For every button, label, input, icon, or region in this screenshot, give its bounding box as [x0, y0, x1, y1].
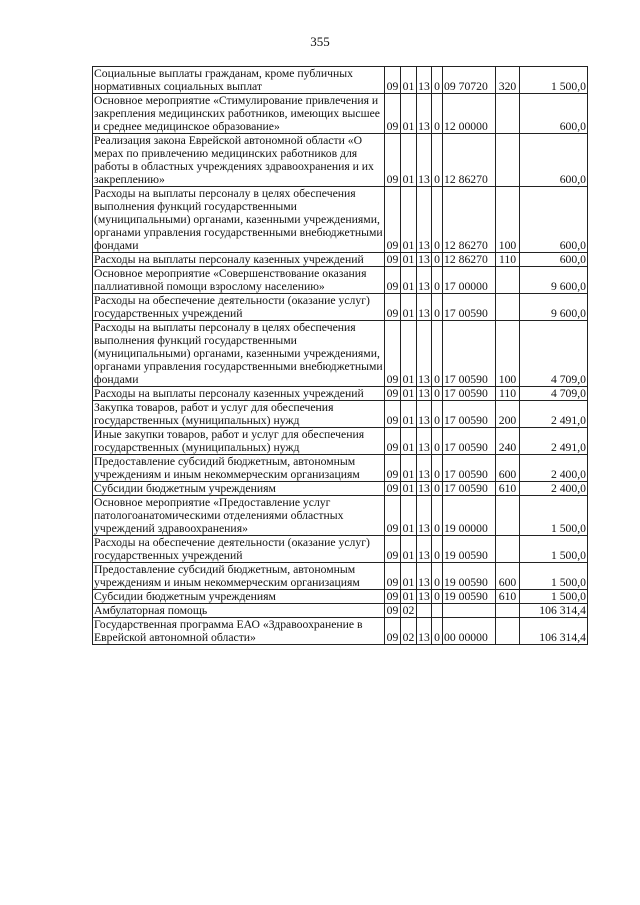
table-row [93, 455, 588, 482]
section-code: 09 [385, 496, 401, 536]
section-code: 09 [385, 94, 401, 134]
subprogram-code: 0 [432, 455, 443, 482]
section-code: 09 [385, 428, 401, 455]
subprogram-code [432, 604, 443, 618]
table-row [93, 134, 588, 187]
table-row [93, 482, 588, 496]
row-description: Основное мероприятие «Предоставление услуг патологоанатомическими отделениями областных учреждений здравоохранения» [93, 496, 385, 536]
row-description: Основное мероприятие «Стимулирование привлечения и закрепления медицинских работников, имеющих высшее и среднее медицинское образование» [93, 94, 385, 134]
amount-value: 1 500,0 [520, 496, 588, 536]
subsection-code: 01 [401, 563, 417, 590]
table-row [93, 294, 588, 321]
expense-type-code [496, 294, 520, 321]
subprogram-code: 0 [432, 134, 443, 187]
target-item-code: 17 00590 [443, 455, 496, 482]
subprogram-code: 0 [432, 590, 443, 604]
program-code: 13 [417, 455, 432, 482]
expense-type-code: 200 [496, 401, 520, 428]
target-item-code: 17 00590 [443, 428, 496, 455]
expense-type-code: 600 [496, 455, 520, 482]
amount-value: 4 709,0 [520, 387, 588, 401]
target-item-code: 17 00590 [443, 387, 496, 401]
program-code: 13 [417, 496, 432, 536]
program-code: 13 [417, 94, 432, 134]
row-description: Иные закупки товаров, работ и услуг для обеспечения государственных (муниципальных) нужд [93, 428, 385, 455]
program-code: 13 [417, 187, 432, 253]
subprogram-code: 0 [432, 428, 443, 455]
section-code: 09 [385, 67, 401, 94]
subprogram-code: 0 [432, 321, 443, 387]
amount-value: 2 400,0 [520, 455, 588, 482]
target-item-code: 12 86270 [443, 187, 496, 253]
program-code: 13 [417, 267, 432, 294]
section-code: 09 [385, 536, 401, 563]
target-item-code: 17 00000 [443, 267, 496, 294]
row-description: Предоставление субсидий бюджетным, автономным учреждениям и иным некоммерческим организациям [93, 563, 385, 590]
program-code: 13 [417, 134, 432, 187]
page-number: 355 [310, 34, 330, 49]
amount-value: 2 491,0 [520, 401, 588, 428]
target-item-code: 09 70720 [443, 67, 496, 94]
section-code: 09 [385, 294, 401, 321]
amount-value: 1 500,0 [520, 563, 588, 590]
subsection-code: 01 [401, 134, 417, 187]
table-row [93, 536, 588, 563]
row-description: Предоставление субсидий бюджетным, автономным учреждениям и иным некоммерческим организациям [93, 455, 385, 482]
table-row [93, 618, 588, 645]
expense-type-code [496, 618, 520, 645]
row-description: Расходы на выплаты персоналу казенных учреждений [93, 387, 385, 401]
subsection-code: 02 [401, 618, 417, 645]
target-item-code: 17 00590 [443, 482, 496, 496]
program-code: 13 [418, 253, 430, 266]
row-description: Основное мероприятие «Совершенствование оказания паллиативной помощи взрослому населению» [93, 267, 385, 294]
table-row [93, 321, 588, 387]
amount-value: 2 491,0 [520, 428, 588, 455]
subprogram-code: 0 [432, 253, 443, 267]
target-item-code: 17 00590 [443, 321, 496, 387]
table-row [93, 253, 588, 267]
target-item-code: 12 00000 [443, 94, 496, 134]
table-row [93, 401, 588, 428]
amount-value: 600,0 [520, 94, 588, 134]
subprogram-code: 0 [432, 187, 443, 253]
table-row [93, 387, 588, 401]
subsection-code: 01 [401, 267, 417, 294]
row-description: Амбулаторная помощь [93, 604, 385, 618]
table-row [93, 428, 588, 455]
subsection-code: 01 [401, 428, 417, 455]
expense-type-code: 110 [496, 253, 520, 267]
amount-value: 106 314,4 [520, 604, 588, 618]
subsection-code: 01 [401, 590, 417, 604]
amount-value: 106 314,4 [520, 618, 588, 645]
section-code: 09 [385, 187, 401, 253]
section-code: 09 [385, 618, 401, 645]
amount-value: 1 500,0 [520, 67, 588, 94]
table-row [93, 67, 588, 94]
subprogram-code: 0 [432, 496, 443, 536]
subsection-code: 02 [401, 604, 417, 618]
amount-value: 9 600,0 [520, 267, 588, 294]
subprogram-code: 0 [432, 482, 443, 496]
expense-type-code: 110 [496, 387, 520, 401]
program-code: 13 [417, 563, 432, 590]
subsection-code: 01 [401, 455, 417, 482]
target-item-code [443, 604, 496, 618]
amount-value: 1 500,0 [520, 536, 588, 563]
row-description: Государственная программа ЕАО «Здравоохранение в Еврейской автономной области» [93, 618, 385, 645]
program-code: 13 [417, 428, 432, 455]
row-description: Субсидии бюджетным учреждениям [93, 482, 385, 496]
expense-type-code [496, 536, 520, 563]
section-code: 09 [385, 604, 401, 618]
target-item-code: 19 00000 [443, 496, 496, 536]
subsection-code: 01 [401, 253, 417, 267]
amount-value: 9 600,0 [520, 294, 588, 321]
section-code: 09 [385, 253, 401, 267]
program-code: 13 [418, 590, 430, 603]
program-code: 13 [417, 67, 432, 94]
expense-type-code [496, 604, 520, 618]
expense-type-code: 610 [496, 482, 520, 496]
row-description: Расходы на обеспечение деятельности (оказание услуг) государственных учреждений [93, 294, 385, 321]
expense-type-code: 610 [496, 590, 520, 604]
subprogram-code: 0 [432, 94, 443, 134]
table-row [93, 267, 588, 294]
subprogram-code: 0 [432, 536, 443, 563]
table-row [93, 604, 588, 618]
program-code: 13 [417, 401, 432, 428]
row-description: Расходы на выплаты персоналу казенных учреждений [93, 253, 385, 267]
subprogram-code: 0 [432, 401, 443, 428]
amount-value: 2 400,0 [520, 482, 588, 496]
target-item-code: 12 86270 [443, 253, 496, 267]
amount-value: 600,0 [520, 187, 588, 253]
expense-type-code: 320 [496, 67, 520, 94]
section-code: 09 [385, 482, 401, 496]
section-code: 09 [385, 387, 401, 401]
subsection-code: 01 [401, 187, 417, 253]
subsection-code: 01 [401, 482, 417, 496]
program-code: 13 [417, 294, 432, 321]
row-description: Социальные выплаты гражданам, кроме публичных нормативных социальных выплат [93, 67, 385, 94]
expense-type-code: 100 [496, 187, 520, 253]
amount-value: 600,0 [520, 134, 588, 187]
subprogram-code: 0 [432, 267, 443, 294]
section-code: 09 [385, 134, 401, 187]
target-item-code: 17 00590 [443, 401, 496, 428]
target-item-code: 12 86270 [443, 134, 496, 187]
row-description: Расходы на обеспечение деятельности (оказание услуг) государственных учреждений [93, 536, 385, 563]
subsection-code: 01 [401, 496, 417, 536]
subprogram-code: 0 [432, 387, 443, 401]
expense-type-code [496, 267, 520, 294]
subprogram-code: 0 [432, 563, 443, 590]
expense-type-code [496, 94, 520, 134]
row-description: Закупка товаров, работ и услуг для обеспечения государственных (муниципальных) нужд [93, 401, 385, 428]
subprogram-code: 0 [432, 294, 443, 321]
amount-value: 4 709,0 [520, 321, 588, 387]
subsection-code: 01 [401, 536, 417, 563]
expense-type-code [496, 496, 520, 536]
target-item-code: 00 00000 [443, 618, 496, 645]
target-item-code: 19 00590 [443, 563, 496, 590]
program-code [417, 604, 432, 618]
program-code: 13 [417, 536, 432, 563]
row-description: Реализация закона Еврейской автономной области «О мерах по привлечению медицинских работников для работы в областных учреждениях здравоохранения и их закреплению» [93, 134, 385, 187]
section-code: 09 [385, 563, 401, 590]
expense-type-code: 600 [496, 563, 520, 590]
amount-value: 600,0 [520, 253, 588, 267]
subsection-code: 01 [401, 94, 417, 134]
program-code: 13 [418, 482, 430, 495]
target-item-code: 19 00590 [443, 536, 496, 563]
expense-type-code: 240 [496, 428, 520, 455]
subprogram-code: 0 [432, 67, 443, 94]
table-row [93, 590, 588, 604]
subsection-code: 01 [401, 401, 417, 428]
budget-table [92, 66, 588, 645]
program-code: 13 [417, 618, 432, 645]
table-row [93, 496, 588, 536]
program-code: 13 [418, 387, 430, 400]
subprogram-code: 0 [432, 618, 443, 645]
section-code: 09 [385, 267, 401, 294]
expense-type-code [496, 134, 520, 187]
program-code: 13 [417, 321, 432, 387]
target-item-code: 17 00590 [443, 294, 496, 321]
amount-value: 1 500,0 [520, 590, 588, 604]
expense-type-code: 100 [496, 321, 520, 387]
section-code: 09 [385, 401, 401, 428]
subsection-code: 01 [401, 321, 417, 387]
table-row [93, 94, 588, 134]
section-code: 09 [385, 455, 401, 482]
table-row [93, 187, 588, 253]
section-code: 09 [385, 590, 401, 604]
target-item-code: 19 00590 [443, 590, 496, 604]
subsection-code: 01 [401, 67, 417, 94]
section-code: 09 [385, 321, 401, 387]
budget-table-body [93, 67, 588, 645]
subsection-code: 01 [401, 294, 417, 321]
row-description: Расходы на выплаты персоналу в целях обеспечения выполнения функций государственными (муниципальными) органами, казенными учреждениями, органами управления государственными внебюджетными фондами [94, 321, 383, 386]
row-description: Субсидии бюджетным учреждениям [93, 590, 385, 604]
subsection-code: 01 [401, 387, 417, 401]
row-description: Расходы на выплаты персоналу в целях обеспечения выполнения функций государственными (муниципальными) органами, казенными учреждениями, органами управления государственными внебюджетными фондами [94, 187, 383, 252]
table-row [93, 563, 588, 590]
